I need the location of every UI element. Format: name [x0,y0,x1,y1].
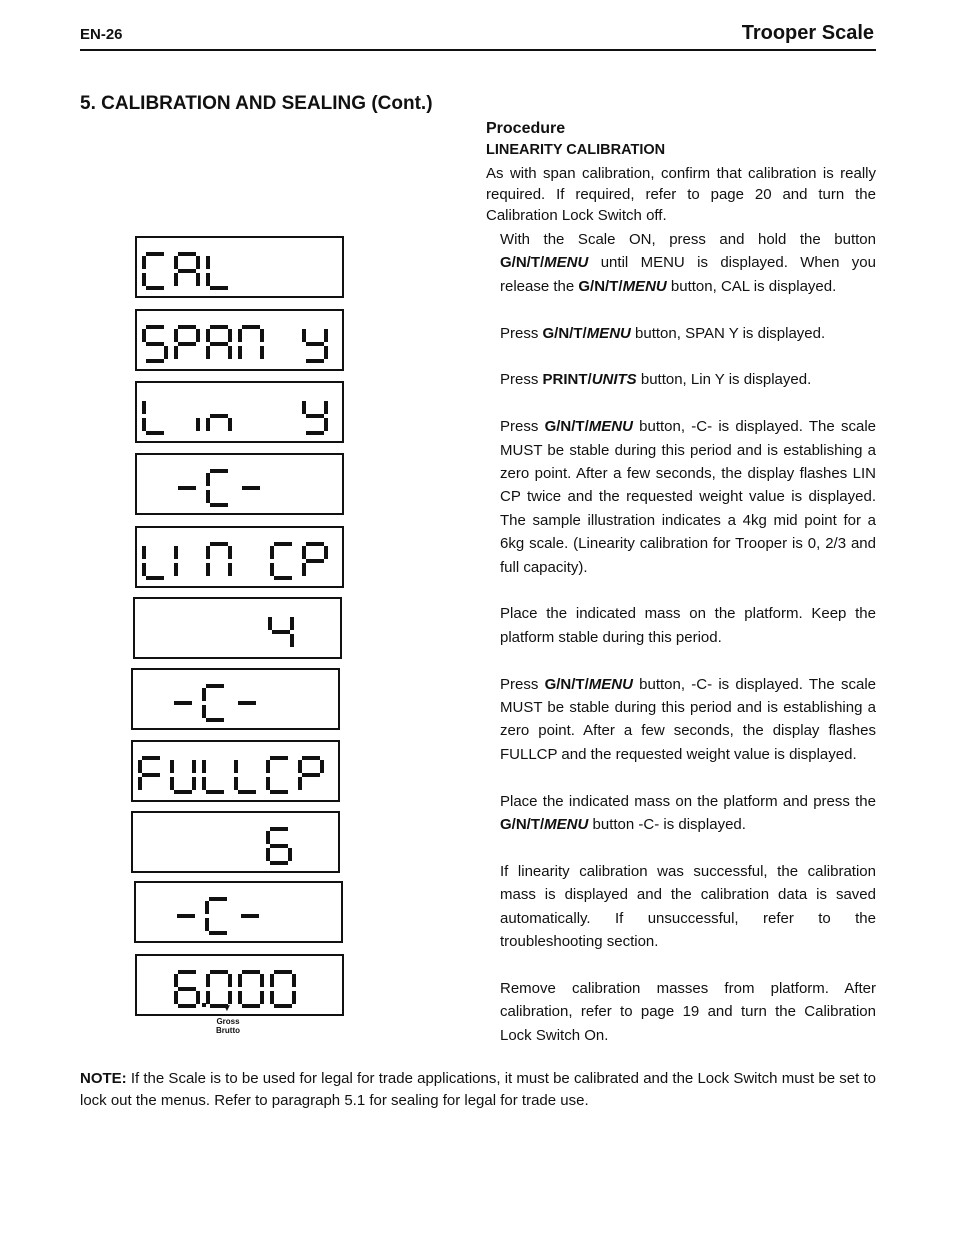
note-text: If the Scale is to be used for legal for trade applications, it must be calibrated and the Lock Switch must be set to lock out the menus. Refer to paragraph 5.1 for sealing for legal for trade use. [80,1070,876,1109]
button-name: G/N/T/MENU [544,675,633,693]
button-name: G/N/T/MENU [542,324,631,342]
button-name: PRINT/UNITS [542,371,637,389]
procedure-steps [500,228,876,1070]
procedure-step: Press G/N/T/MENU button, SPAN Y is displayed. [500,324,826,342]
lcd-segments [137,383,342,441]
lcd-segments [136,883,341,941]
lcd-segments [137,455,342,513]
button-name: G/N/T/MENU [500,254,589,272]
lcd-segments [133,813,338,871]
note-label: NOTE: [80,1070,127,1087]
lcd-display [135,954,344,1016]
lcd-segments [133,670,338,728]
button-name: G/N/T/MENU [500,816,589,834]
lcd-segments [135,599,340,657]
lcd-segments [137,311,342,369]
lcd-display [135,526,344,588]
lcd-display [134,881,343,943]
intro-paragraph: As with span calibration, confirm that calibration is really required. If required, refer to page 20 and turn the Calibration Lock Switch off. [486,165,876,224]
button-name: G/N/T/MENU [578,277,667,295]
procedure-step: Remove calibration masses from platform. After calibration, refer to page 19 and turn the Calibration Lock Switch On. [500,979,876,1044]
lcd-display [135,381,344,443]
note-paragraph [80,1068,876,1112]
procedure-step: Place the indicated mass on the platform and press the G/N/T/MENU button -C- is displayed. [500,792,876,834]
header-rule [80,49,876,51]
lcd-display [131,668,340,730]
page-number: EN-26 [80,26,123,43]
procedure-step: Press G/N/T/MENU button, -C- is displayed. The scale MUST be stable during this period and is establishing a zero point. After a few seconds, the display flashes FULLCP and the requested weight value is displayed. [500,675,876,763]
lcd-display [135,309,344,371]
document-title: Trooper Scale [741,22,874,44]
procedure-step: Place the indicated mass on the platform. Keep the platform stable during this period. [500,605,876,646]
procedure-step: With the Scale ON, press and hold the button G/N/T/MENU until MENU is displayed. When you release the G/N/T/MENU button, CAL is displayed. [500,231,876,295]
procedure-step: If linearity calibration was successful, the calibration mass is displayed and the calibration data is saved automatically. If unsuccessful, refer to the troubleshooting section. [500,862,876,951]
lcd-display [135,236,344,298]
lcd-segments [137,238,342,296]
lcd-display [135,453,344,515]
lcd-segments [137,956,342,1014]
lcd-display [131,740,340,802]
procedure-step: Press G/N/T/MENU button, -C- is displayed. The scale MUST be stable during this period and is establishing a zero point. After a few seconds, the display flashes LIN CP twice and the requested weight value is displayed. The sample illustration indicates a 4kg mid point for a 6kg scale. (Linearity calibration for Trooper is 0, 2/3 and full capacity). [500,418,876,576]
button-name: G/N/T/MENU [544,418,633,436]
procedure-step: Press PRINT/UNITS button, Lin Y is displayed. [500,371,812,389]
lcd-display [133,597,342,659]
gross-brutto-label: Gross Brutto [216,1017,240,1035]
section-title: 5. CALIBRATION AND SEALING (Cont.) [80,93,433,114]
lcd-segments [133,742,338,800]
lcd-segments [137,528,342,586]
linearity-heading: LINEARITY CALIBRATION [486,142,666,158]
procedure-heading: Procedure [486,120,566,137]
gross-indicator-arrow-icon: ▼ [222,1003,232,1014]
lcd-display [131,811,340,873]
